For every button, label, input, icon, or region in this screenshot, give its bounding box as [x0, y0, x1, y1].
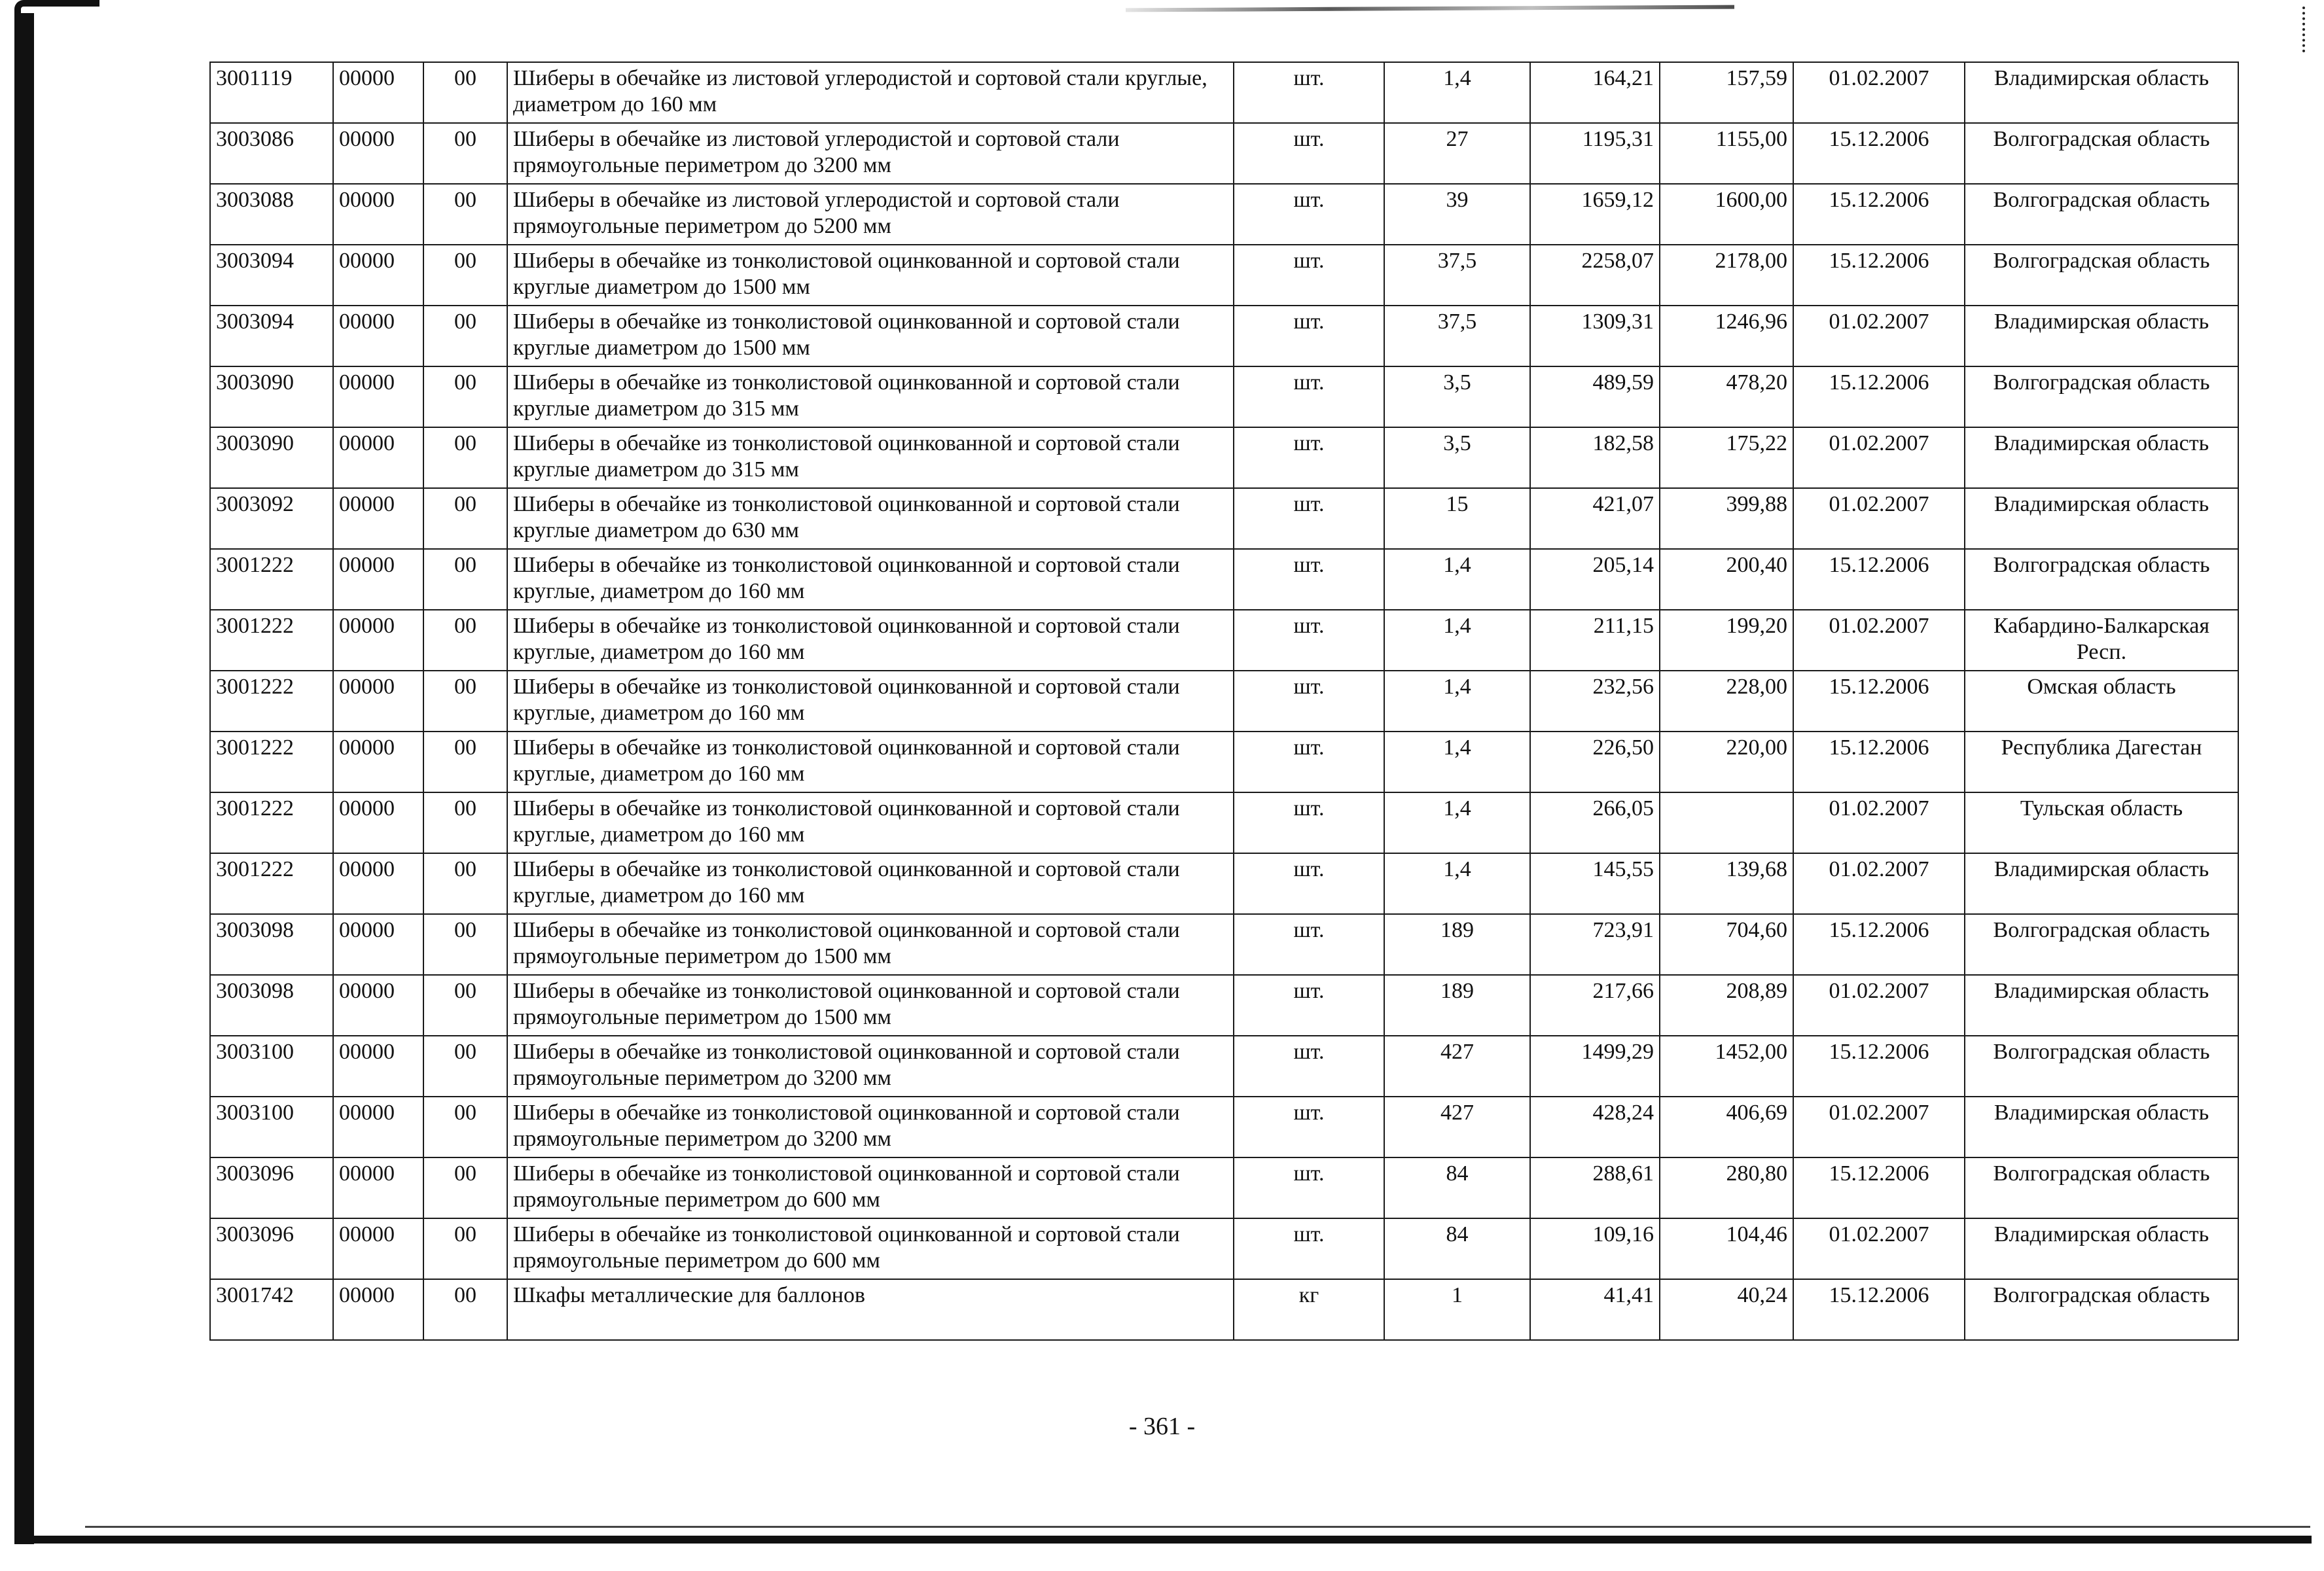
item-price-1: 2258,07	[1530, 245, 1660, 306]
item-code: 3001119	[210, 62, 333, 123]
item-price-2: 139,68	[1660, 853, 1793, 914]
item-region: Владимирская область	[1965, 1218, 2238, 1279]
item-region: Владимирская область	[1965, 488, 2238, 549]
item-unit: шт.	[1234, 549, 1384, 610]
table-row	[210, 792, 2238, 853]
item-subcode: 00000	[333, 975, 423, 1036]
item-subcode: 00000	[333, 610, 423, 671]
item-quantity: 427	[1384, 1097, 1530, 1157]
item-date: 01.02.2007	[1793, 488, 1965, 549]
item-price-2: 1155,00	[1660, 123, 1793, 184]
item-price-1: 226,50	[1530, 732, 1660, 792]
item-unit: шт.	[1234, 610, 1384, 671]
table-row	[210, 62, 2238, 123]
scan-artifact	[85, 1526, 2310, 1528]
item-number: 00	[423, 914, 507, 975]
table-row	[210, 610, 2238, 671]
item-subcode: 00000	[333, 427, 423, 488]
item-code: 3003094	[210, 306, 333, 366]
item-region: Волгоградская область	[1965, 1036, 2238, 1097]
item-price-1: 41,41	[1530, 1279, 1660, 1340]
price-table-body	[210, 62, 2238, 1340]
table-row	[210, 245, 2238, 306]
item-quantity: 189	[1384, 975, 1530, 1036]
item-subcode: 00000	[333, 549, 423, 610]
item-date: 15.12.2006	[1793, 1036, 1965, 1097]
table-row	[210, 488, 2238, 549]
item-name: Шиберы в обечайке из тонколистовой оцинкованной и сортовой стали круглые, диаметром до 160 мм	[507, 671, 1234, 732]
item-price-2: 40,24	[1660, 1279, 1793, 1340]
item-region: Волгоградская область	[1965, 549, 2238, 610]
table-row	[210, 549, 2238, 610]
item-code: 3003092	[210, 488, 333, 549]
item-name: Шиберы в обечайке из тонколистовой оцинкованной и сортовой стали круглые диаметром до 1500 мм	[507, 306, 1234, 366]
item-price-1: 1499,29	[1530, 1036, 1660, 1097]
item-date: 15.12.2006	[1793, 732, 1965, 792]
item-unit: шт.	[1234, 671, 1384, 732]
item-unit: шт.	[1234, 853, 1384, 914]
table-row	[210, 853, 2238, 914]
item-unit: шт.	[1234, 792, 1384, 853]
item-region: Тульская область	[1965, 792, 2238, 853]
item-price-1: 164,21	[1530, 62, 1660, 123]
item-unit: кг	[1234, 1279, 1384, 1340]
item-subcode: 00000	[333, 1218, 423, 1279]
item-price-1: 217,66	[1530, 975, 1660, 1036]
item-price-2: 199,20	[1660, 610, 1793, 671]
item-price-1: 205,14	[1530, 549, 1660, 610]
item-quantity: 39	[1384, 184, 1530, 245]
item-price-2: 704,60	[1660, 914, 1793, 975]
item-code: 3003098	[210, 914, 333, 975]
item-date: 15.12.2006	[1793, 549, 1965, 610]
item-price-2: 478,20	[1660, 366, 1793, 427]
item-quantity: 1,4	[1384, 792, 1530, 853]
table-row	[210, 914, 2238, 975]
item-subcode: 00000	[333, 488, 423, 549]
item-region: Кабардино-Балкарская Респ.	[1965, 610, 2238, 671]
item-date: 15.12.2006	[1793, 366, 1965, 427]
price-table	[209, 62, 2239, 1341]
item-region: Волгоградская область	[1965, 245, 2238, 306]
item-subcode: 00000	[333, 1097, 423, 1157]
item-unit: шт.	[1234, 245, 1384, 306]
item-region: Омская область	[1965, 671, 2238, 732]
item-code: 3001222	[210, 610, 333, 671]
item-number: 00	[423, 792, 507, 853]
item-number: 00	[423, 488, 507, 549]
item-price-2: 104,46	[1660, 1218, 1793, 1279]
item-region: Владимирская область	[1965, 306, 2238, 366]
item-unit: шт.	[1234, 975, 1384, 1036]
table-row	[210, 975, 2238, 1036]
item-unit: шт.	[1234, 184, 1384, 245]
item-date: 01.02.2007	[1793, 306, 1965, 366]
item-unit: шт.	[1234, 1157, 1384, 1218]
item-code: 3003090	[210, 427, 333, 488]
item-number: 00	[423, 1097, 507, 1157]
table-row	[210, 732, 2238, 792]
item-unit: шт.	[1234, 427, 1384, 488]
item-price-2: 1600,00	[1660, 184, 1793, 245]
item-date: 15.12.2006	[1793, 184, 1965, 245]
item-region: Владимирская область	[1965, 975, 2238, 1036]
item-subcode: 00000	[333, 306, 423, 366]
item-code: 3001222	[210, 732, 333, 792]
item-number: 00	[423, 1279, 507, 1340]
item-subcode: 00000	[333, 853, 423, 914]
item-quantity: 1,4	[1384, 62, 1530, 123]
item-price-1: 489,59	[1530, 366, 1660, 427]
table-row	[210, 427, 2238, 488]
item-price-1: 1659,12	[1530, 184, 1660, 245]
item-price-2: 1246,96	[1660, 306, 1793, 366]
table-row	[210, 184, 2238, 245]
item-price-1: 109,16	[1530, 1218, 1660, 1279]
item-region: Волгоградская область	[1965, 914, 2238, 975]
item-date: 01.02.2007	[1793, 792, 1965, 853]
item-subcode: 00000	[333, 62, 423, 123]
item-name: Шиберы в обечайке из тонколистовой оцинкованной и сортовой стали круглые, диаметром до 160 мм	[507, 732, 1234, 792]
item-name: Шиберы в обечайке из листовой углеродистой и сортовой стали прямоугольные периметром до 5200 мм	[507, 184, 1234, 245]
item-region: Владимирская область	[1965, 853, 2238, 914]
item-subcode: 00000	[333, 366, 423, 427]
item-price-1: 182,58	[1530, 427, 1660, 488]
item-unit: шт.	[1234, 1036, 1384, 1097]
page-number: - 361 -	[1128, 1413, 1196, 1440]
item-quantity: 15	[1384, 488, 1530, 549]
item-name: Шкафы металлические для баллонов	[507, 1279, 1234, 1340]
item-date: 01.02.2007	[1793, 975, 1965, 1036]
table-row	[210, 1097, 2238, 1157]
item-price-1: 232,56	[1530, 671, 1660, 732]
table-row	[210, 1157, 2238, 1218]
item-code: 3003100	[210, 1097, 333, 1157]
item-number: 00	[423, 306, 507, 366]
item-code: 3003088	[210, 184, 333, 245]
item-code: 3003094	[210, 245, 333, 306]
item-number: 00	[423, 1157, 507, 1218]
item-quantity: 37,5	[1384, 306, 1530, 366]
table-row	[210, 671, 2238, 732]
item-price-2: 280,80	[1660, 1157, 1793, 1218]
item-price-1: 421,07	[1530, 488, 1660, 549]
item-unit: шт.	[1234, 306, 1384, 366]
item-quantity: 3,5	[1384, 366, 1530, 427]
item-quantity: 1,4	[1384, 610, 1530, 671]
item-date: 15.12.2006	[1793, 671, 1965, 732]
item-name: Шиберы в обечайке из тонколистовой оцинкованной и сортовой стали круглые диаметром до 630 мм	[507, 488, 1234, 549]
item-quantity: 189	[1384, 914, 1530, 975]
item-region: Волгоградская область	[1965, 1157, 2238, 1218]
item-price-1: 1309,31	[1530, 306, 1660, 366]
item-subcode: 00000	[333, 245, 423, 306]
item-date: 15.12.2006	[1793, 1279, 1965, 1340]
item-subcode: 00000	[333, 1157, 423, 1218]
item-price-2	[1660, 792, 1793, 853]
item-name: Шиберы в обечайке из тонколистовой оцинкованной и сортовой стали круглые, диаметром до 160 мм	[507, 549, 1234, 610]
item-date: 01.02.2007	[1793, 1218, 1965, 1279]
item-subcode: 00000	[333, 671, 423, 732]
item-subcode: 00000	[333, 184, 423, 245]
item-quantity: 427	[1384, 1036, 1530, 1097]
table-row	[210, 1218, 2238, 1279]
item-subcode: 00000	[333, 1036, 423, 1097]
item-code: 3001222	[210, 671, 333, 732]
item-price-1: 211,15	[1530, 610, 1660, 671]
item-quantity: 37,5	[1384, 245, 1530, 306]
item-price-2: 208,89	[1660, 975, 1793, 1036]
item-code: 3003090	[210, 366, 333, 427]
item-name: Шиберы в обечайке из листовой углеродистой и сортовой стали круглые, диаметром до 160 мм	[507, 62, 1234, 123]
item-number: 00	[423, 975, 507, 1036]
item-date: 01.02.2007	[1793, 853, 1965, 914]
item-price-2: 406,69	[1660, 1097, 1793, 1157]
item-number: 00	[423, 610, 507, 671]
item-quantity: 1,4	[1384, 732, 1530, 792]
item-quantity: 1,4	[1384, 853, 1530, 914]
item-name: Шиберы в обечайке из тонколистовой оцинкованной и сортовой стали прямоугольные периметром до 600 мм	[507, 1157, 1234, 1218]
item-price-2: 175,22	[1660, 427, 1793, 488]
table-row	[210, 306, 2238, 366]
item-price-1: 1195,31	[1530, 123, 1660, 184]
table-row	[210, 1036, 2238, 1097]
item-number: 00	[423, 732, 507, 792]
item-number: 00	[423, 62, 507, 123]
item-number: 00	[423, 366, 507, 427]
item-subcode: 00000	[333, 1279, 423, 1340]
table-row	[210, 366, 2238, 427]
item-number: 00	[423, 671, 507, 732]
item-date: 01.02.2007	[1793, 1097, 1965, 1157]
item-unit: шт.	[1234, 366, 1384, 427]
item-code: 3003096	[210, 1157, 333, 1218]
item-code: 3001222	[210, 792, 333, 853]
item-unit: шт.	[1234, 1218, 1384, 1279]
item-unit: шт.	[1234, 1097, 1384, 1157]
item-region: Владимирская область	[1965, 1097, 2238, 1157]
item-region: Волгоградская область	[1965, 184, 2238, 245]
scan-artifact	[2302, 7, 2312, 52]
item-quantity: 1,4	[1384, 549, 1530, 610]
item-number: 00	[423, 184, 507, 245]
item-unit: шт.	[1234, 732, 1384, 792]
item-price-1: 145,55	[1530, 853, 1660, 914]
item-price-2: 2178,00	[1660, 245, 1793, 306]
item-price-2: 200,40	[1660, 549, 1793, 610]
item-quantity: 1,4	[1384, 671, 1530, 732]
item-date: 01.02.2007	[1793, 62, 1965, 123]
table-row	[210, 1279, 2238, 1340]
item-subcode: 00000	[333, 123, 423, 184]
item-quantity: 3,5	[1384, 427, 1530, 488]
item-date: 15.12.2006	[1793, 245, 1965, 306]
item-region: Республика Дагестан	[1965, 732, 2238, 792]
item-number: 00	[423, 123, 507, 184]
item-price-2: 220,00	[1660, 732, 1793, 792]
item-code: 3003098	[210, 975, 333, 1036]
item-quantity: 1	[1384, 1279, 1530, 1340]
item-price-2: 1452,00	[1660, 1036, 1793, 1097]
scan-artifact	[1126, 5, 1734, 12]
item-name: Шиберы в обечайке из тонколистовой оцинкованной и сортовой стали прямоугольные периметром до 3200 мм	[507, 1036, 1234, 1097]
item-name: Шиберы в обечайке из тонколистовой оцинкованной и сортовой стали круглые, диаметром до 160 мм	[507, 853, 1234, 914]
item-region: Владимирская область	[1965, 62, 2238, 123]
item-subcode: 00000	[333, 914, 423, 975]
scan-artifact	[14, 1536, 2312, 1544]
item-price-2: 228,00	[1660, 671, 1793, 732]
item-unit: шт.	[1234, 488, 1384, 549]
item-name: Шиберы в обечайке из тонколистовой оцинкованной и сортовой стали прямоугольные периметром до 3200 мм	[507, 1097, 1234, 1157]
item-name: Шиберы в обечайке из тонколистовой оцинкованной и сортовой стали круглые диаметром до 315 мм	[507, 366, 1234, 427]
item-name: Шиберы в обечайке из тонколистовой оцинкованной и сортовой стали круглые диаметром до 1500 мм	[507, 245, 1234, 306]
item-name: Шиберы в обечайке из тонколистовой оцинкованной и сортовой стали круглые, диаметром до 160 мм	[507, 792, 1234, 853]
item-name: Шиберы в обечайке из тонколистовой оцинкованной и сортовой стали прямоугольные периметром до 1500 мм	[507, 914, 1234, 975]
item-date: 15.12.2006	[1793, 123, 1965, 184]
item-name: Шиберы в обечайке из листовой углеродистой и сортовой стали прямоугольные периметром до 3200 мм	[507, 123, 1234, 184]
item-code: 3003100	[210, 1036, 333, 1097]
item-unit: шт.	[1234, 914, 1384, 975]
item-date: 15.12.2006	[1793, 914, 1965, 975]
item-quantity: 84	[1384, 1218, 1530, 1279]
item-unit: шт.	[1234, 123, 1384, 184]
item-date: 01.02.2007	[1793, 610, 1965, 671]
item-name: Шиберы в обечайке из тонколистовой оцинкованной и сортовой стали круглые, диаметром до 160 мм	[507, 610, 1234, 671]
item-date: 15.12.2006	[1793, 1157, 1965, 1218]
item-unit: шт.	[1234, 62, 1384, 123]
item-quantity: 27	[1384, 123, 1530, 184]
item-price-2: 399,88	[1660, 488, 1793, 549]
item-price-1: 266,05	[1530, 792, 1660, 853]
item-code: 3001222	[210, 853, 333, 914]
item-number: 00	[423, 1036, 507, 1097]
item-price-2: 157,59	[1660, 62, 1793, 123]
scan-artifact	[14, 13, 34, 1544]
item-region: Волгоградская область	[1965, 1279, 2238, 1340]
item-number: 00	[423, 853, 507, 914]
item-price-1: 428,24	[1530, 1097, 1660, 1157]
item-subcode: 00000	[333, 792, 423, 853]
item-code: 3001222	[210, 549, 333, 610]
item-name: Шиберы в обечайке из тонколистовой оцинкованной и сортовой стали прямоугольные периметром до 600 мм	[507, 1218, 1234, 1279]
item-code: 3003086	[210, 123, 333, 184]
item-code: 3003096	[210, 1218, 333, 1279]
item-date: 01.02.2007	[1793, 427, 1965, 488]
item-price-1: 288,61	[1530, 1157, 1660, 1218]
item-quantity: 84	[1384, 1157, 1530, 1218]
item-region: Владимирская область	[1965, 427, 2238, 488]
item-code: 3001742	[210, 1279, 333, 1340]
item-region: Волгоградская область	[1965, 366, 2238, 427]
item-name: Шиберы в обечайке из тонколистовой оцинкованной и сортовой стали круглые диаметром до 315 мм	[507, 427, 1234, 488]
table-row	[210, 123, 2238, 184]
item-number: 00	[423, 1218, 507, 1279]
item-number: 00	[423, 245, 507, 306]
item-number: 00	[423, 549, 507, 610]
item-price-1: 723,91	[1530, 914, 1660, 975]
item-subcode: 00000	[333, 732, 423, 792]
item-region: Волгоградская область	[1965, 123, 2238, 184]
item-name: Шиберы в обечайке из тонколистовой оцинкованной и сортовой стали прямоугольные периметром до 1500 мм	[507, 975, 1234, 1036]
item-number: 00	[423, 427, 507, 488]
